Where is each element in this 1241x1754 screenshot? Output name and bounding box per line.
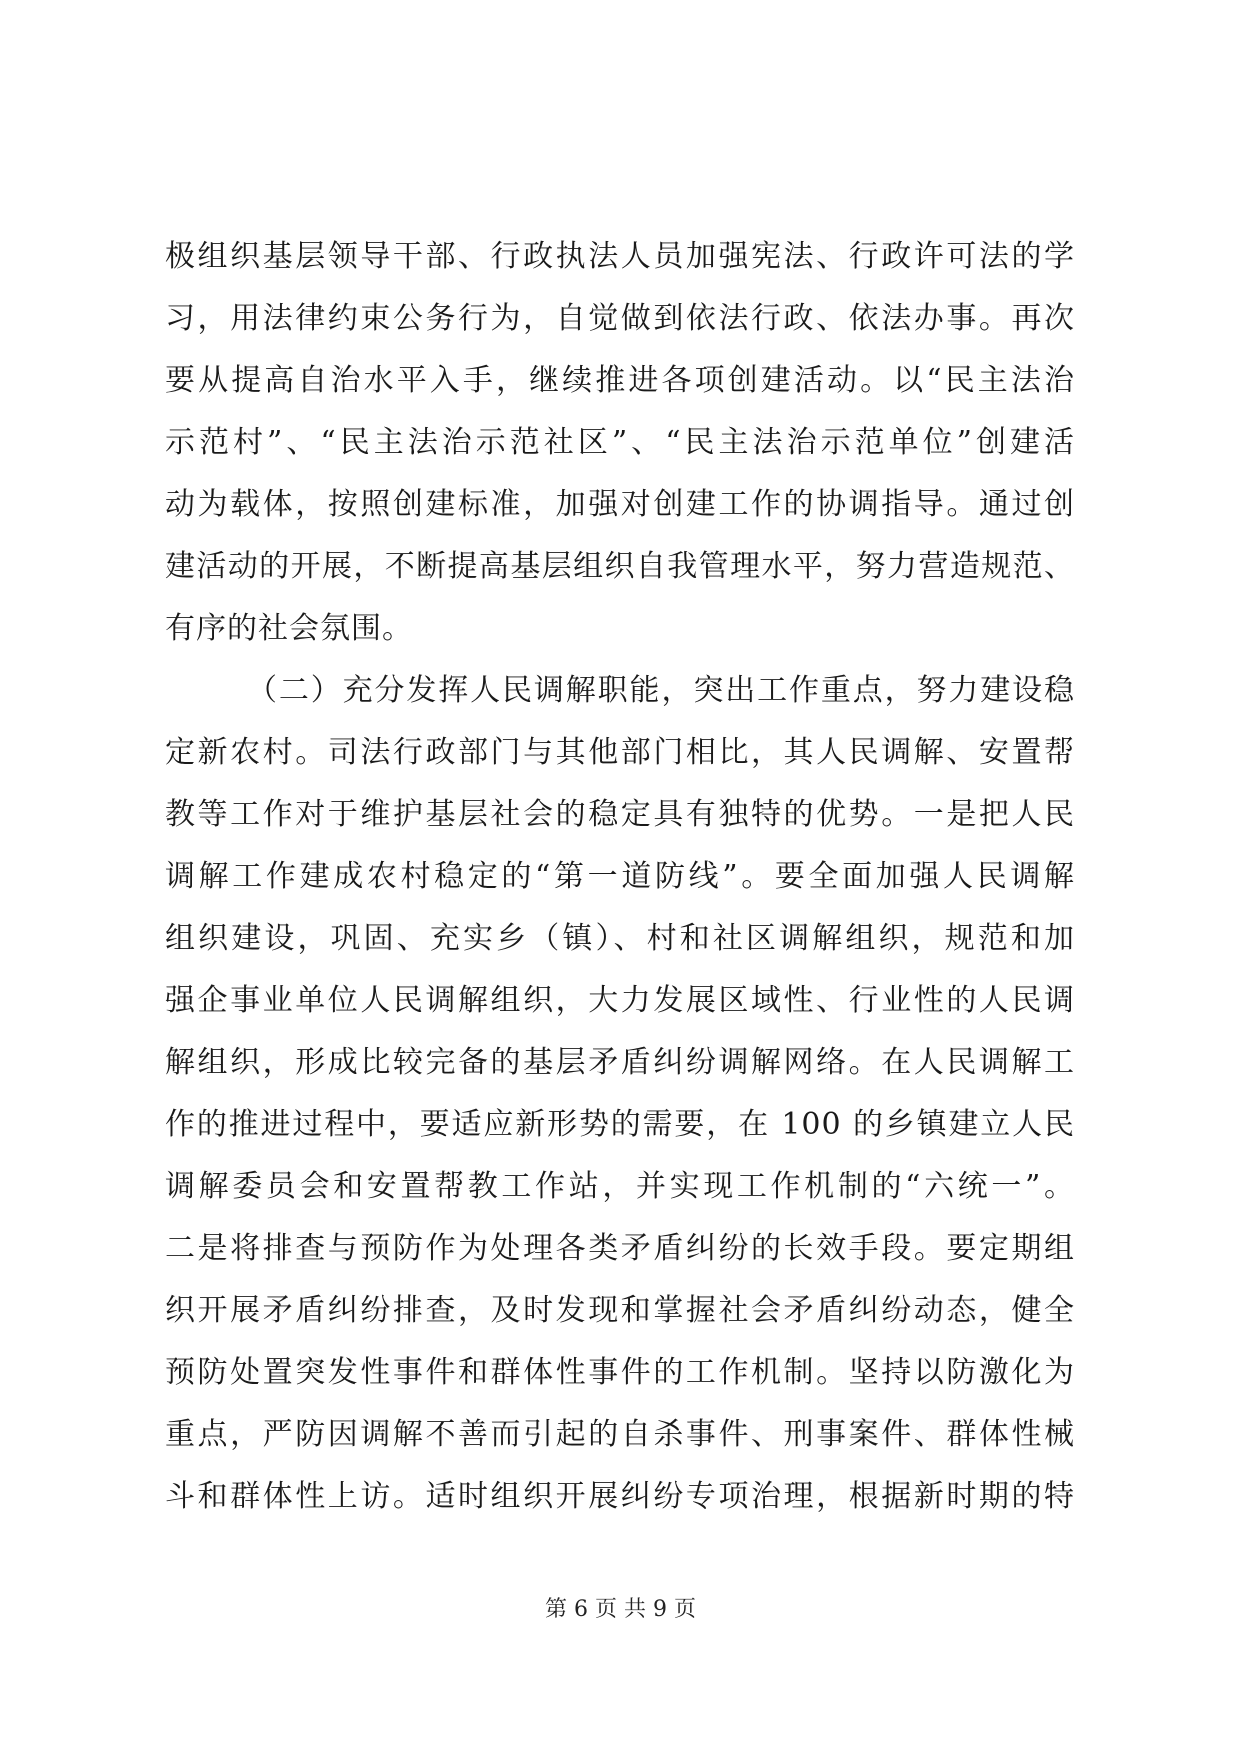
text-line: 斗和群体性上访。适时组织开展纠纷专项治理，根据新时期的特 (165, 1479, 1075, 1514)
text-line: 作的推进过程中，要适应新形势的需要，在 100 的乡镇建立人民 (165, 1107, 1075, 1142)
text-line: 教等工作对于维护基层社会的稳定具有独特的优势。一是把人民 (165, 797, 1075, 832)
text-line: 强企事业单位人民调解组织，大力发展区域性、行业性的人民调 (165, 983, 1075, 1018)
text-line: 预防处置突发性事件和群体性事件的工作机制。坚持以防激化为 (165, 1355, 1075, 1390)
page-number-footer: 第 6 页 共 9 页 (545, 1597, 696, 1622)
text-line: 建活动的开展，不断提高基层组织自我管理水平，努力营造规范、 (165, 549, 1075, 584)
text-line: 组织建设，巩固、充实乡（镇）、村和社区调解组织，规范和加 (165, 921, 1075, 956)
text-line: 定新农村。司法行政部门与其他部门相比，其人民调解、安置帮 (165, 735, 1075, 770)
text-line: 极组织基层领导干部、行政执法人员加强宪法、行政许可法的学 (165, 239, 1075, 274)
text-line: 二是将排查与预防作为处理各类矛盾纠纷的长效手段。要定期组 (165, 1231, 1075, 1266)
text-line: 要从提高自治水平入手，继续推进各项创建活动。以“民主法治 (165, 363, 1075, 398)
section-heading-line: （二）充分发挥人民调解职能，突出工作重点，努力建设稳 (247, 673, 1075, 708)
text-line: 重点，严防因调解不善而引起的自杀事件、刑事案件、群体性械 (165, 1417, 1075, 1452)
text-line: 动为载体，按照创建标准，加强对创建工作的协调指导。通过创 (165, 487, 1075, 522)
text-line: 织开展矛盾纠纷排查，及时发现和掌握社会矛盾纠纷动态，健全 (165, 1293, 1075, 1328)
body-text (165, 226, 1075, 1528)
text-line: 解组织，形成比较完备的基层矛盾纠纷调解网络。在人民调解工 (165, 1045, 1075, 1080)
text-line: 示范村”、“民主法治示范社区”、“民主法治示范单位”创建活 (165, 425, 1075, 460)
text-line: 有序的社会氛围。 (165, 611, 413, 646)
text-line: 调解委员会和安置帮教工作站，并实现工作机制的“六统一”。 (165, 1169, 1075, 1204)
text-line: 调解工作建成农村稳定的“第一道防线”。要全面加强人民调解 (165, 859, 1075, 894)
text-line: 习，用法律约束公务行为，自觉做到依法行政、依法办事。再次 (165, 301, 1075, 336)
